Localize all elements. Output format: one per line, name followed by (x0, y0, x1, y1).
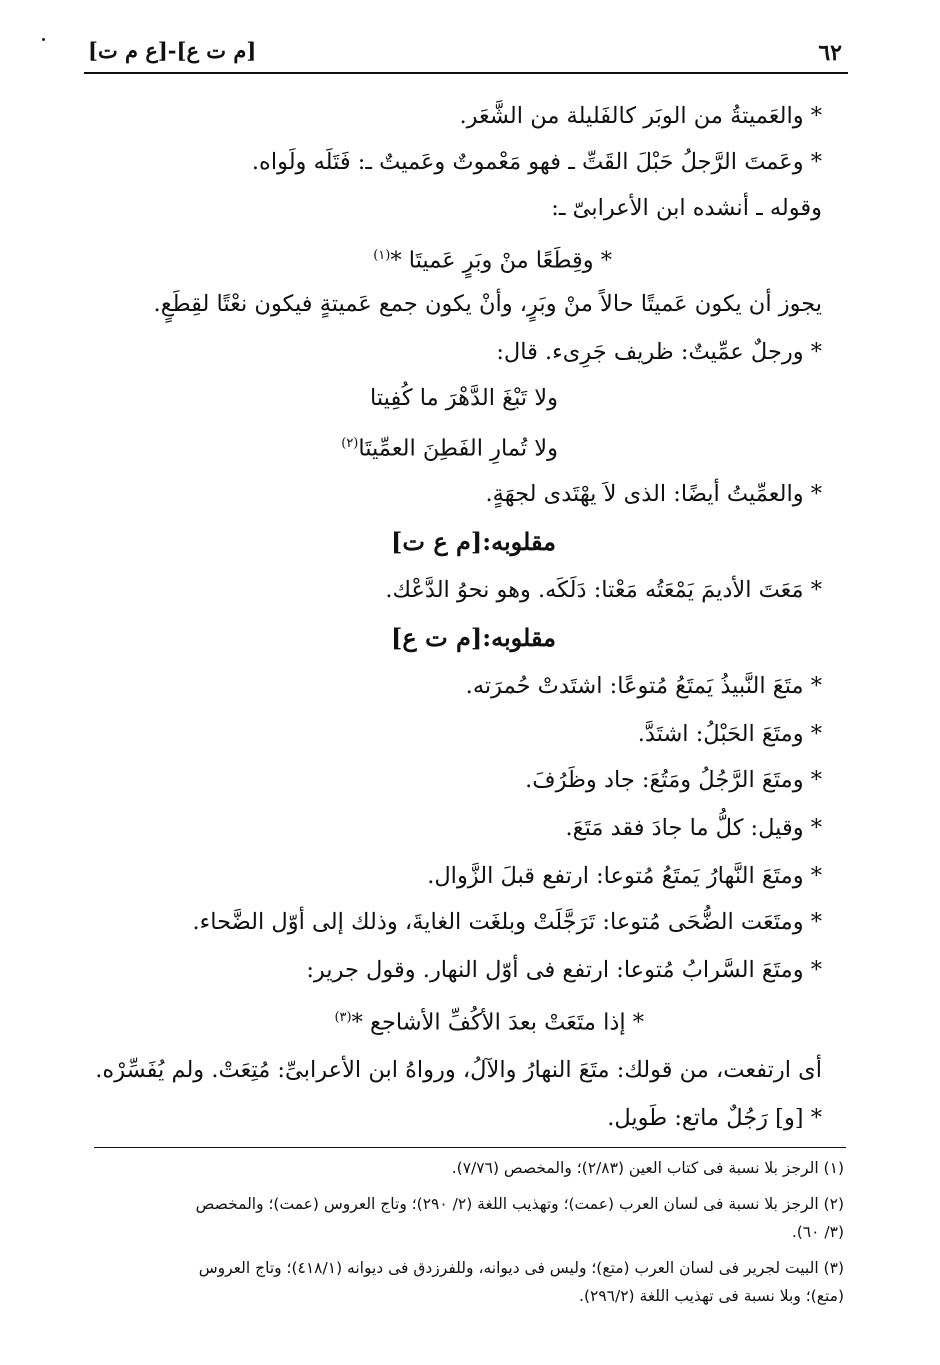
entry-line-9: * ومتَعَ الحَبْلُ: اشتَدَّ. (637, 721, 822, 747)
entry-line-4: يجوز أن يكون عَميتًا حالاً منْ وبَرٍ، وأنْ يكون جمع عَميتةٍ فيكون نعْتًا لقِطَعٍ. (153, 291, 822, 317)
running-title: [ع م ت]-[م ت ع] (88, 38, 257, 63)
verse-line-3 (341, 424, 558, 469)
verse-text: ولا تُمارِ الفَطِنَ العمِّيتَا (358, 435, 558, 462)
section-heading-2: مقلوبه:[م ت ع] (391, 623, 556, 652)
verse-line-2: ولا تَبْغَ الدَّهْرَ ما كُفِيتا (370, 385, 558, 411)
entry-line-3: وقوله ـ أنشده ابن الأعرابىّ ـ: (551, 195, 822, 221)
entry-line-16: * [و] رَجُلٌ ماتع: طَويل. (607, 1105, 822, 1131)
entry-line-14: * ومتَعَ السَّرابُ مُتوعا: ارتفع فى أوّل النهار. وقول جرير: (306, 957, 822, 983)
entry-line-6: * والعمِّيتُ أيضًا: الذى لاَ يهْتَدى لجهَةٍ. (485, 481, 822, 507)
entry-line-13: * ومتَعَت الضُّحَى مُتوعا: تَرَجَّلَتْ وبلغَت الغايةَ، وذلك إلى أوّل الضَّحاء. (192, 909, 822, 935)
verse-text: * إذا متَعَتْ بعدَ الأكُفِّ الأشاجع * (351, 1009, 644, 1036)
entry-line-7: * مَعَتَ الأديمَ يَمْعَتُه مَعْتا: دَلَكَه. وهو نحوُ الدَّعْك. (385, 577, 822, 603)
page-number: ٦٢ (818, 40, 842, 66)
footnote-ref-1: (١) (373, 248, 391, 263)
footnote-separator (94, 1147, 846, 1148)
entry-line-2: * وعَمتَ الرَّجلُ حَبْلَ القَتِّ ـ فهو مَعْموتٌ وعَميتٌ ـ: فَتَلَه ولَواه. (251, 149, 822, 175)
footnote-3-cont: (متع)؛ وبلا نسبة فى تهذيب اللغة (٢٩٦/٢). (579, 1287, 844, 1305)
section-heading-1: مقلوبه:[م ع ت] (391, 527, 556, 556)
verse-text: * وقِطَعًا منْ وبَرٍ عَميتَا * (390, 247, 612, 274)
verse-line-4 (334, 998, 644, 1043)
entry-line-10: * ومتَعَ الرَّجُلُ ومَتُعَ: جاد وظَرُفَ. (525, 767, 822, 793)
entry-line-11: * وقيل: كلُّ ما جادَ فقد مَتَعَ. (565, 815, 822, 841)
footnote-3: (٣) البيت لجرير فى لسان العرب (متع)؛ وليس فى ديوانه، وللفرزدق فى ديوانه (٤١٨/١)؛ وتاج العروس (198, 1259, 844, 1277)
entry-line-5: * ورجلٌ عمِّيتٌ: ظريف جَرِىء. قال: (496, 339, 822, 365)
page-header (84, 38, 848, 74)
entry-line-8: * متَعَ النَّبيذُ يَمتَعُ مُتوعًا: اشتَدتْ حُمرَته. (465, 673, 822, 699)
footnote-2: (٢) الرجز بلا نسبة فى لسان العرب (عمت)؛ وتهذيب اللغة (٢/ ٢٩٠)؛ وتاج العروس (عمت)؛ والمخصص (195, 1195, 844, 1213)
entry-line-1: * والعَميتةُ من الوبَر كالفَليلة من الشَّعَر. (459, 103, 822, 129)
entry-line-12: * ومتَعَ النَّهارُ يَمتَعُ مُتوعا: ارتفع قبلَ الزَّوال. (427, 863, 822, 889)
entry-line-15: أى ارتفعت، من قولك: متَعَ النهارُ والآلُ، ورواهُ ابن الأعرابىِّ: مُتِعَتْ. ولم يُفَسِّرْه. (95, 1057, 822, 1083)
scan-speck (42, 38, 45, 41)
verse-line-1 (373, 236, 612, 281)
footnote-2-cont: (٣/ ٦٠). (791, 1223, 844, 1241)
footnote-1: (١) الرجز بلا نسبة فى كتاب العين (٢/٨٣)؛ والمخصص (٧/٧٦). (451, 1159, 844, 1177)
footnote-ref-2: (٢) (341, 436, 359, 451)
footnote-ref-3: (٣) (334, 1010, 352, 1025)
